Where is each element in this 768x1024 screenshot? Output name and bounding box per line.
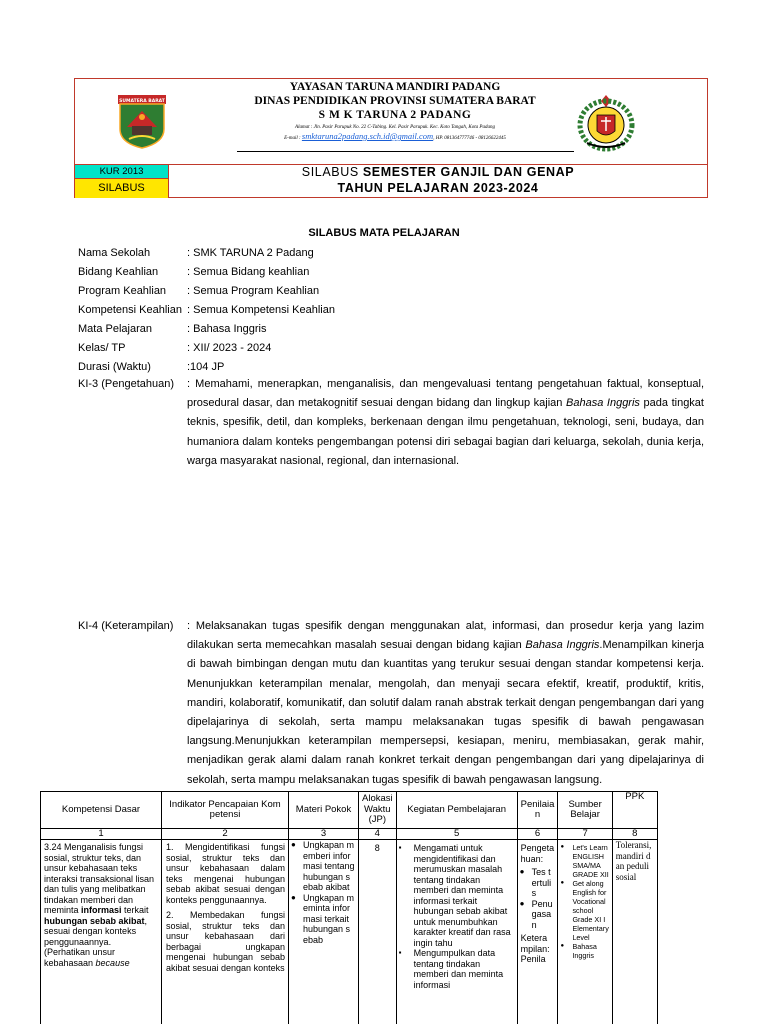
title-prefix: SILABUS bbox=[301, 165, 359, 179]
ki4-text-a: : Melaksanakan tugas spesifik dengan menggunakan alat, informasi, dan prosedur kerja yang lazim dilakukan serta memecahkan masalah sesuai dengan bidang kajian bbox=[187, 620, 704, 652]
number-cell: 2 bbox=[162, 829, 289, 840]
info-label: Kompetensi Keahlian bbox=[78, 304, 182, 316]
list-item: ● Get along English for Vocational school Grade XI I Elementary Level bbox=[561, 879, 608, 942]
number-cell: 7 bbox=[558, 829, 612, 840]
info-label: Mata Pelajaran bbox=[78, 323, 152, 335]
info-value: : Bahasa Inggris bbox=[187, 323, 267, 335]
ki3-text bbox=[187, 375, 704, 471]
department-name: DINAS PENDIDIKAN PROVINSI SUMATERA BARAT bbox=[254, 95, 536, 107]
phone-numbers: , HP. 081364777746 - 08126622445 bbox=[433, 136, 506, 141]
contact-line bbox=[195, 132, 595, 143]
kd-italic: because bbox=[95, 957, 130, 968]
indikator-item: 2. Membedakan fungsi sosial, struktur teks dan unsur kebahasaan dari berbagai ungkapan mengenai hubungan sebab akibat sesuai dengan konteks bbox=[166, 910, 285, 973]
syllabus-table bbox=[40, 791, 658, 1024]
header-cell: Penilaia n bbox=[517, 792, 558, 829]
info-row-school bbox=[78, 244, 708, 263]
info-label: Bidang Keahlian bbox=[78, 266, 159, 278]
table-number-row bbox=[41, 829, 658, 840]
header-cell: Alokasi Waktu (JP) bbox=[359, 792, 397, 829]
kd-bold: hubungan sebab akibat bbox=[44, 915, 145, 926]
ki4-text-em: Bahasa Inggris bbox=[525, 639, 600, 652]
info-value: : Semua Bidang keahlian bbox=[187, 266, 310, 278]
header-cell: Materi Pokok bbox=[289, 792, 359, 829]
table-row bbox=[41, 840, 658, 1024]
ki3-text-em: Bahasa Inggris bbox=[566, 397, 640, 410]
number-cell: 4 bbox=[359, 829, 397, 840]
info-value: : Semua Kompetensi Keahlian bbox=[187, 304, 335, 316]
info-value: : XII/ 2023 - 2024 bbox=[187, 342, 272, 354]
number-cell: 3 bbox=[289, 829, 359, 840]
penilaian-label: Pengetahuan: bbox=[520, 843, 555, 864]
ki4-text-b: .Menampilkan kinerja di bawah bimbingan dengan mutu dan kuantitas yang terukur sesuai dengan standar kompetensi kerja. Menunjukkan keterampilan menalar, mengolah, dan menyaji secara efektif, kreatif, produktif, kritis, mandiri, kolaboratif, komunikatif, dan solutif dalam ranah abstrak terkait dengan pengembangan dari yang dipelajarinya di sekolah, serta mampu melaksanakan tugas spesifik di bawah pengawasan langsung.Menunjukkan keterampilan mempersepsi, kesiapan, meniru, membiasakan, gerak mahir, menjadikan gerak alami dalam ranah konkret terkait dengan pengembangan dari yang dipelajarinya di sekolah, serta mampu melaksanakan tugas spesifik di bawah pengawasan langsung. bbox=[187, 639, 704, 786]
title-academic-year: TAHUN PELAJARAN 2023-2024 bbox=[337, 181, 539, 195]
ppk-cell: Toleransi, mandiri dan peduli sosial bbox=[612, 840, 657, 1024]
kompetensi-dasar-cell bbox=[41, 840, 162, 1024]
number-cell: 8 bbox=[612, 829, 657, 840]
email-prefix: E-mail : bbox=[284, 136, 301, 141]
materi-cell bbox=[289, 840, 359, 1024]
school-name: S M K TARUNA 2 PADANG bbox=[318, 109, 472, 121]
info-row-class bbox=[78, 339, 708, 358]
kd-bold: informasi bbox=[81, 905, 122, 915]
sumatera-barat-logo-icon bbox=[117, 93, 167, 149]
info-row-subject bbox=[78, 320, 708, 339]
silabus-badge: SILABUS bbox=[75, 178, 169, 198]
header-cell: Kompetensi Dasar bbox=[41, 792, 162, 829]
kd-text: , sesuai dengan konteks penggunaannya. (Perhatikan unsur kebahasaan bbox=[44, 915, 148, 968]
info-label: Nama Sekolah bbox=[78, 247, 151, 259]
kegiatan-list bbox=[400, 843, 514, 990]
title-semester: SEMESTER GANJIL DAN GENAP bbox=[362, 165, 575, 179]
ki3-text-a: : Memahami, menerapkan, menganalisis, dan mengevaluasi tentang pengetahuan faktual, konseptual, prosedural dasar, dan metakognitif sesuai dengan bidang dan lingkup kajian bbox=[187, 378, 704, 410]
table-header-row bbox=[41, 792, 658, 829]
list-item: ▪ Mengumpulkan data tentang tindakan memberi dan meminta informasi bbox=[400, 948, 514, 990]
curriculum-badge: KUR 2013 bbox=[75, 164, 169, 178]
number-cell: 5 bbox=[396, 829, 517, 840]
penilaian-cell bbox=[517, 840, 558, 1024]
info-row-field bbox=[78, 263, 708, 282]
list-item: ● Let's Learn ENGLISH SMA/MA GRADE XII bbox=[561, 843, 608, 879]
info-row-program bbox=[78, 282, 708, 301]
logo-text: SUMATERA BARAT bbox=[119, 99, 165, 104]
ki4-label: KI-4 (Keterampilan) bbox=[78, 620, 174, 632]
info-label: Program Keahlian bbox=[78, 285, 167, 297]
alokasi-cell: 8 bbox=[359, 840, 397, 1024]
letterhead-top bbox=[75, 79, 707, 163]
school-address: Alamat : Jln. Pasir Parupuk No. 22 C-Tabing. Kel. Pasir Parupuk. Kec. Koto Tangah, Kota Padang bbox=[295, 125, 495, 130]
number-cell: 6 bbox=[517, 829, 558, 840]
header-cell: Indikator Pencapaian Kom petensi bbox=[162, 792, 289, 829]
header-cell: Kegiatan Pembelajaran bbox=[396, 792, 517, 829]
list-item: ● Tes tertulis bbox=[521, 867, 555, 899]
sumber-list bbox=[561, 843, 608, 960]
header-cell: PPK bbox=[612, 792, 657, 829]
semester-title bbox=[169, 164, 707, 198]
info-label: Kelas/ TP bbox=[78, 342, 126, 354]
materi-list bbox=[292, 840, 355, 945]
number-cell: 1 bbox=[41, 829, 162, 840]
letterhead bbox=[74, 78, 708, 198]
info-row-competency bbox=[78, 301, 708, 320]
document-title: SILABUS MATA PELAJARAN bbox=[308, 227, 460, 239]
sumber-cell bbox=[558, 840, 612, 1024]
kd-text: terkait bbox=[121, 905, 149, 915]
ki3-text-b: pada tingkat teknis, spesifik, detil, dan kompleks, berkenaan dengan ilmu pengetahuan, teknologi, seni, budaya, dan humaniora dalam konteks pengembangan potensi diri sebagai bagian dari keluarga, sekolah, dunia kerja, warga masyarakat nasional, regional, dan internasional. bbox=[187, 397, 704, 467]
list-item: ● Ungkapan memberi informasi tentang hubungan sebab akibat bbox=[292, 840, 355, 893]
list-item: ● Penugasan bbox=[521, 899, 555, 931]
list-item: ● Ungkapan meminta informasi terkait hubungan sebab bbox=[292, 893, 355, 946]
school-emblem-icon bbox=[575, 91, 637, 153]
penilaian-label: Keterampilan: Penila bbox=[520, 933, 550, 964]
info-value: : Semua Program Keahlian bbox=[187, 285, 320, 297]
info-label: Durasi (Waktu) bbox=[78, 361, 151, 373]
kd-text: 3.24 Menganalisis fungsi sosial, struktur teks, dan unsur kebahasaan teks interaksi transaksional lisan dan tulis yang melibatkan tindakan memberi dan meminta bbox=[44, 842, 155, 915]
header-cell: Sumber Belajar bbox=[558, 792, 612, 829]
list-item: ▪ Mengamati untuk mengidentifikasi dan merumuskan masalah tentang tindakan memberi dan meminta informasi terkait hubungan sebab akibat untuk menumbuhkan karakter kreatif dan rasa ingin tahu bbox=[400, 843, 514, 948]
penilaian-list bbox=[521, 867, 555, 930]
ki3-label: KI-3 (Pengetahuan) bbox=[78, 378, 175, 390]
list-item: ● Bahasa Inggris bbox=[561, 942, 608, 960]
letterhead-text bbox=[195, 79, 595, 143]
indikator-item: 1. Mengidentifikasi fungsi sosial, struktur teks dan unsur kebahasaan dalam teks mengenai hubungan sebab akibat sesuai dengan konteks penggunaannya. bbox=[166, 842, 285, 905]
info-value: :104 JP bbox=[187, 361, 225, 373]
identity-section bbox=[78, 244, 708, 377]
info-value: : SMK TARUNA 2 Padang bbox=[187, 247, 314, 259]
email-link[interactable]: smktaruna2padang.sch.id@gmail.com bbox=[301, 131, 434, 141]
letterhead-divider bbox=[237, 151, 574, 152]
kegiatan-cell bbox=[396, 840, 517, 1024]
ki4-text bbox=[187, 617, 704, 790]
indikator-cell bbox=[162, 840, 289, 1024]
foundation-name: YAYASAN TARUNA MANDIRI PADANG bbox=[289, 81, 501, 93]
